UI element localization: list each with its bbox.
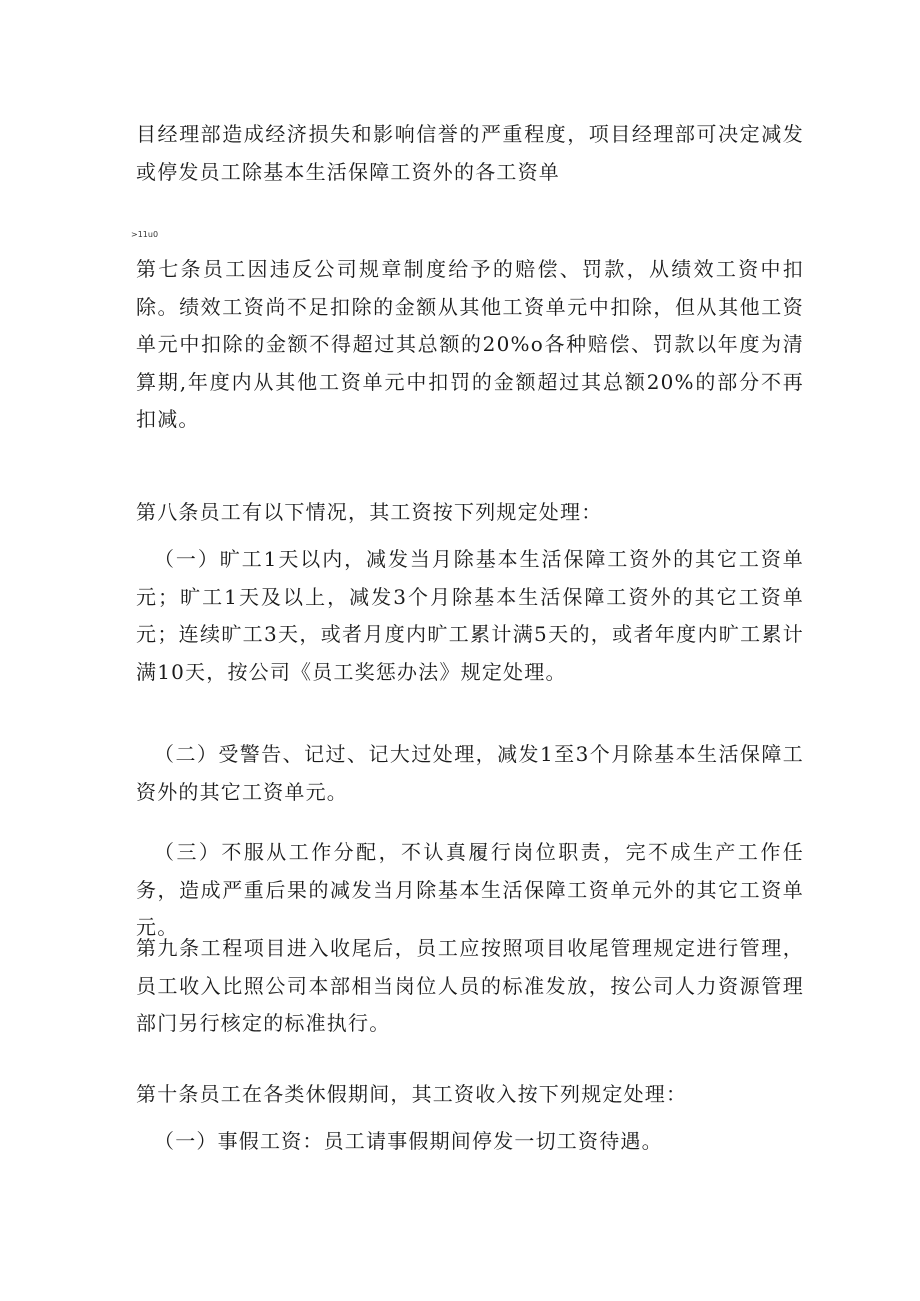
paragraph-article-8-item-3: （三）不服从工作分配，不认真履行岗位职责，完不成生产工作任务，造成严重后果的减发当月除基本生活保障工资单元外的其它工资单元。 (136, 840, 804, 939)
stray-mark: >11u0 (131, 230, 159, 239)
paragraph-article-7: 第七条员工因违反公司规章制度给予的赔偿、罚款，从绩效工资中扣除。绩效工资尚不足扣除的金额从其他工资单元中扣除，但从其他工资单元中扣除的金额不得超过其总额的20%o各种赔偿、罚款以年度为清算期,年度内从其他工资单元中扣罚的金额超过其总额20%的部分不再扣减。 (136, 257, 804, 431)
paragraph-article-10: 第十条员工在各类休假期间，其工资收入按下列规定处理： (136, 1082, 688, 1106)
paragraph-article-8: 第八条员工有以下情况，其工资按下列规定处理： (136, 500, 603, 524)
paragraph-article-8-item-2: （二）受警告、记过、记大过处理，减发1至3个月除基本生活保障工资外的其它工资单元。 (136, 742, 804, 804)
paragraph-article-9: 第九条工程项目进入收尾后，员工应按照项目收尾管理规定进行管理，员工收入比照公司本部相当岗位人员的标准发放，按公司人力资源管理部门另行核定的标准执行。 (136, 936, 804, 1035)
paragraph-article-10-item-1: （一）事假工资：员工请事假期间停发一切工资待遇。 (154, 1129, 663, 1153)
paragraph-continuation: 目经理部造成经济损失和影响信誉的严重程度，项目经理部可决定减发或停发员工除基本生活保障工资外的各工资单 (136, 122, 804, 184)
paragraph-article-8-item-1: （一）旷工1天以内，减发当月除基本生活保障工资外的其它工资单元；旷工1天及以上，减发3个月除基本生活保障工资外的其它工资单元；连续旷工3天，或者月度内旷工累计满5天的，或者年度内旷工累计满10天，按公司《员工奖惩办法》规定处理。 (136, 547, 804, 684)
